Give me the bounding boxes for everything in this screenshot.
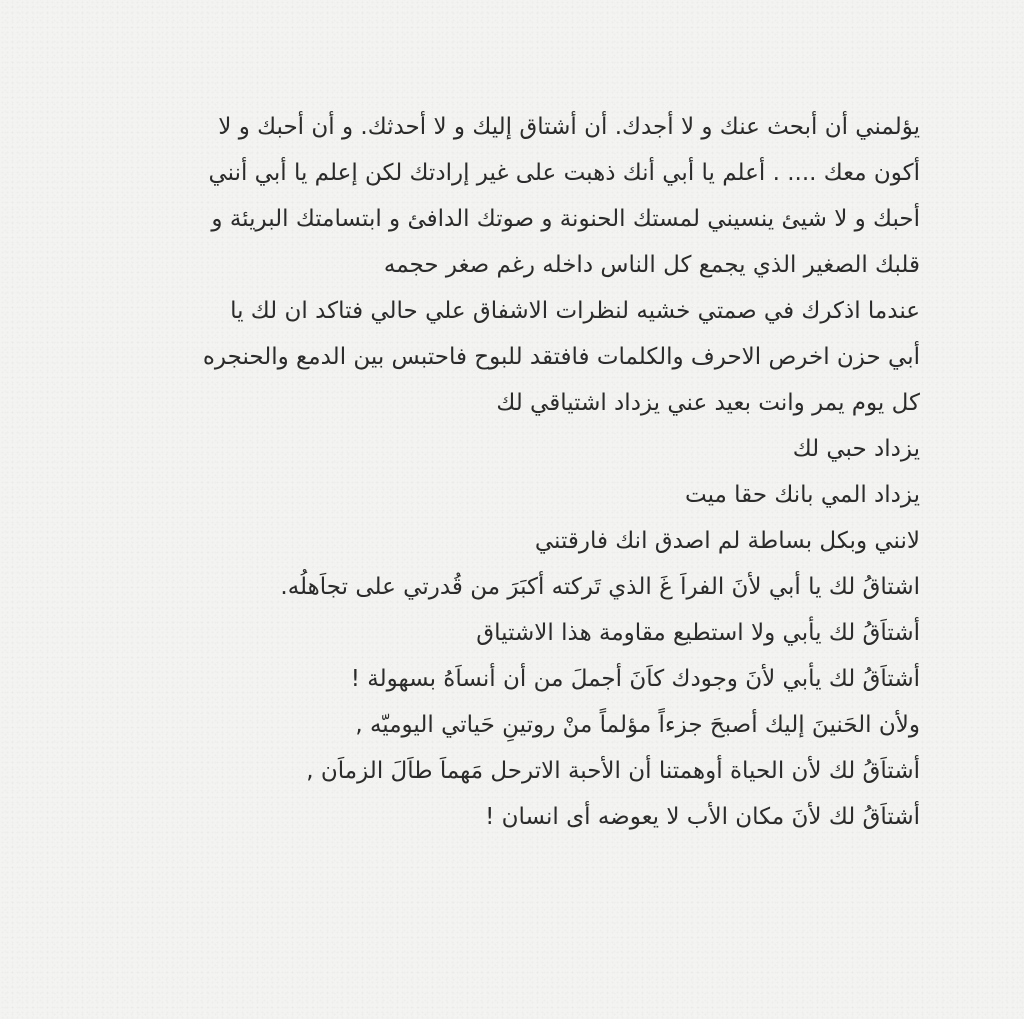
note-line: اشتاقُ لك يا أبي لأنَ الفراَ غَ الذي تَركته أكبَرَ من قُدرتي على تجاَهلُه. [280,574,920,600]
note-text-block [90,104,920,840]
note-line: يزداد حبي لك [792,436,920,462]
note-line: أشتاَقُ لك لأنَ مكان الأب لا يعوضه أى انسان ! [485,804,920,830]
note-line: أكون معك .... . أعلم يا أبي أنك ذهبت على غير إرادتك لكن إعلم يا أبي أنني [208,160,920,186]
note-line: يؤلمني أن أبحث عنك و لا أجدك. أن أشتاق إليك و لا أحدثك. و أن أحبك و لا [218,114,920,140]
note-line: أشتاَقُ لك لأن الحياة أوهمتنا أن الأحبة الاترحل مَهماَ طاَلَ الزماَن , [306,758,920,784]
note-line: يزداد المي بانك حقا ميت [685,482,920,508]
note-line: عندما اذكرك في صمتي خشيه لنظرات الاشفاق علي حالي فتاكد ان لك يا [230,298,920,324]
note-line: أبي حزن اخرص الاحرف والكلمات فافتقد للبوح فاحتبس بين الدمع والحنجره [202,344,920,370]
note-line: ولأن الحَنينَ إليك أصبحَ جزءاً مؤلماً منْ روتينِ حَياتي اليوميّه , [355,712,920,738]
note-line: لانني وبكل بساطة لم اصدق انك فارقتني [534,528,920,554]
note-line: أشتاَقُ لك يأبي لأنَ وجودك كاَنَ أجملَ من أن أنساَهُ بسهولة ! [350,666,920,692]
note-line: أشتاَقُ لك يأبي ولا استطيع مقاومة هذا الاشتياق [476,620,920,646]
note-line: قلبك الصغير الذي يجمع كل الناس داخله رغم صغر حجمه [383,252,920,278]
note-line: كل يوم يمر وانت بعيد عني يزداد اشتياقي لك [496,390,920,416]
note-line: أحبك و لا شيئ ينسيني لمستك الحنونة و صوتك الدافئ و ابتسامتك البريئة و [211,206,920,232]
